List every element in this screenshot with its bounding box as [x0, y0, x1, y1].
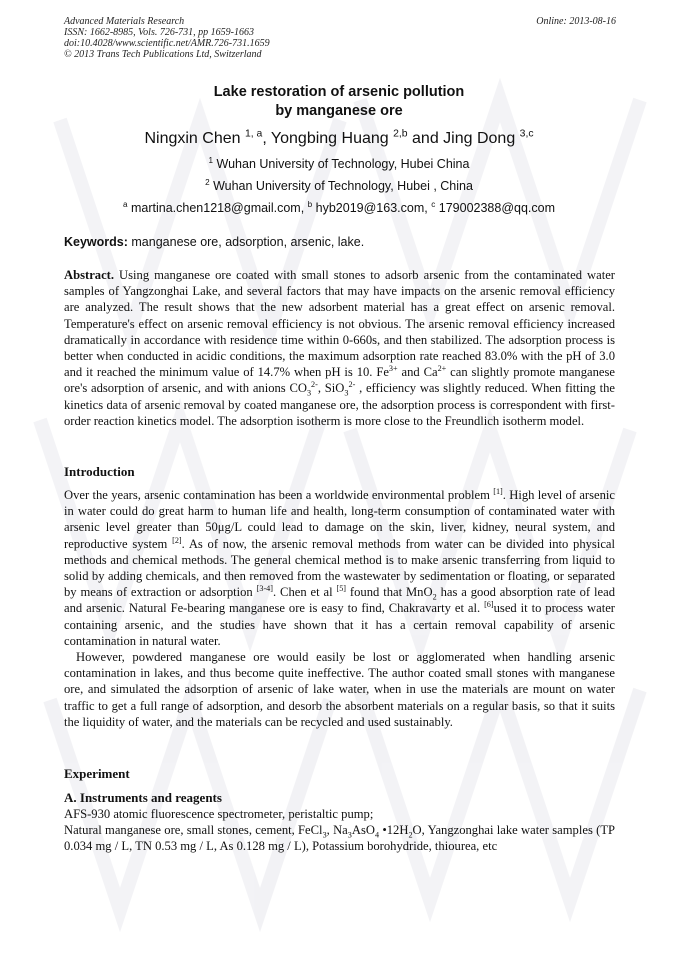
author-2-sup: 2,b: [393, 128, 408, 140]
journal-name: Advanced Materials Research: [64, 16, 185, 27]
experiment-subheading: A. Instruments and reagents: [64, 790, 222, 805]
keywords-label: Keywords:: [64, 235, 128, 249]
abstract: [64, 267, 615, 429]
intro-text-a: Over the years, arsenic contamination has been a worldwide environmental problem: [64, 488, 494, 502]
email-b-sup: b: [307, 199, 313, 209]
email-b[interactable]: hyb2019@163.com,: [315, 201, 428, 215]
mno2-subscript: 2: [432, 592, 437, 602]
h2o-subscript: 2: [408, 830, 413, 840]
intro-text-c: . As of now, the arsenic removal methods from water can be divided into physical methods and chemical methods. The general chemical method is to make arsenic transferring from liquid to solid by adding chemicals, and then removed from the wastewater by sedimentation or floating, or separated by means of extraction or adsorption: [64, 536, 615, 600]
author-list: [0, 130, 678, 148]
experiment-heading: Experiment: [64, 766, 130, 781]
reagents-text-e: O, Yangzonghai lake water samples (TP 0.034 mg / L, TN 0.53 mg / L, As 0.128 mg / L), Potassium borohydride, thiourea, etc: [64, 823, 616, 854]
affiliation-1-sup: 1: [208, 155, 214, 165]
paper-title-line-1: Lake restoration of arsenic pollution: [213, 84, 465, 100]
affiliation-2-sup: 2: [205, 177, 210, 187]
email-a[interactable]: martina.chen1218@gmail.com,: [130, 201, 305, 215]
reagents-text-d: •12H: [379, 823, 409, 837]
keywords: [64, 235, 364, 249]
citation-1[interactable]: [1]: [493, 486, 503, 496]
citation-2[interactable]: [2]: [172, 535, 182, 545]
fe-charge: 3+: [388, 364, 398, 374]
intro-text-f: has a good absorption rate of lead and arsenic. Natural Fe-bearing manganese ore is easy to find, Chakravarty et al.: [64, 585, 615, 616]
affiliation-1-text: Wuhan University of Technology, Hubei China: [216, 157, 470, 171]
author-2: Yongbing Huang: [270, 130, 389, 147]
citation-3-4[interactable]: [3-4]: [256, 584, 273, 594]
journal-copyright: © 2013 Trans Tech Publications Ltd, Switzerland: [64, 49, 262, 60]
sio-charge: 2-: [348, 380, 356, 390]
introduction-heading: Introduction: [64, 464, 135, 479]
email-c[interactable]: 179002388@qq.com: [438, 201, 556, 215]
abstract-text-ca: and Ca: [397, 365, 438, 380]
author-emails: [0, 201, 678, 215]
aso4-subscript: 4: [374, 830, 380, 840]
ca-charge: 2+: [437, 364, 447, 374]
intro-text-b: . High level of arsenic in water could do great harm to human life and health, long-term consumption of contaminated water with arsenic level greater than 50μg/L could lead to damage on the skin, liver, kidney, neural system, and reproductive system: [64, 488, 615, 551]
keywords-text: manganese ore, adsorption, arsenic, lake.: [131, 235, 365, 249]
online-date: Online: 2013-08-16: [536, 16, 616, 27]
journal-issn: ISSN: 1662-8985, Vols. 726-731, pp 1659-1663: [64, 27, 254, 38]
abstract-text-1: Using manganese ore coated with small stones to adsorb arsenic from the contaminated water samples of Yangzonghai Lake, and several factors that may have impacts on the arsenic removal efficiency are analyzed. The result shows that the new adsorbent material has a great effect on arsenic removal. Temperature's effect on arsenic removal efficiency is not obvious. The arsenic removal efficiency increased dramatically in accordance with residence time within 0-660s, and then stabilized. The adsorption process is better when conducted in acidic conditions, the maximum adsorption rate reached 83.0% with the pH of 3.0 and it reached the minimum value of 14.7% when pH is 10. Fe: [64, 268, 615, 380]
fecl3-subscript: 3: [322, 830, 327, 840]
affiliation-1: [0, 157, 678, 171]
introduction-paragraph-1: [64, 487, 615, 649]
journal-header: [64, 16, 616, 60]
citation-5[interactable]: [5]: [336, 584, 347, 594]
introduction-paragraph-2: However, powdered manganese ore would easily be lost or agglomerated when handling arsenic contamination in lakes, and thus become quite ineffective. The author coated small stones with manganese ore, and simulated the adsorption of arsenic of lake water, when in use the materials are mount on water traffic to get a full range of adsorption, and desorb the absorbent materials on a regular basis, so that it suits the liquidity of water, and the materials can be recycled and used sustainably.: [64, 650, 615, 729]
na3-subscript: 3: [347, 830, 352, 840]
journal-doi: doi:10.4028/www.scientific.net/AMR.726-731.1659: [64, 38, 270, 49]
author-3: Jing Dong: [443, 130, 516, 147]
email-a-sup: a: [122, 199, 128, 209]
author-3-sup: 3,c: [519, 128, 534, 140]
intro-text-d: . Chen et al: [273, 585, 337, 600]
author-sep-2: and: [407, 130, 444, 147]
intro-text-e: found that MnO: [346, 585, 433, 600]
author-1-sup: 1, a: [244, 128, 263, 140]
author-sep-1: ,: [262, 130, 271, 147]
experiment-reagents: [64, 822, 615, 854]
sio-subscript: 3: [344, 388, 349, 398]
affiliation-2-text: Wuhan University of Technology, Hubei , China: [213, 179, 473, 193]
abstract-text-2: can slightly promote manganese ore's adsorption of arsenic, and with anions CO: [64, 365, 615, 396]
co-subscript: 3: [306, 388, 312, 398]
abstract-text-sio: , SiO: [317, 381, 345, 396]
intro-text-g: used it to process water containing arsenic, and the studies have shown that it has a certain removal capability of arsenic contamination in natural water.: [64, 601, 615, 648]
affiliation-2: [0, 179, 678, 193]
reagents-text-c: AsO: [351, 823, 375, 837]
experiment-instruments: AFS-930 atomic fluorescence spectrometer, peristaltic pump;: [64, 807, 374, 821]
email-c-sup: c: [431, 199, 436, 209]
reagents-text-b: , Na: [326, 823, 348, 837]
citation-6[interactable]: [6]: [484, 600, 494, 610]
reagents-text-a: Natural manganese ore, small stones, cement, FeCl: [64, 823, 323, 837]
co-charge: 2-: [311, 380, 318, 390]
author-1: Ningxin Chen: [144, 130, 241, 147]
abstract-label: Abstract.: [64, 268, 115, 282]
paper-title-line-2: by manganese ore: [275, 103, 403, 119]
abstract-text-3: , efficiency was slightly reduced. When fitting the kinetics data of arsenic removal by coated manganese ore, the adsorption process is correspondent with first-order reaction kinetics model. The adsorption isotherm is more close to the Freundlich isotherm model.: [64, 381, 615, 428]
